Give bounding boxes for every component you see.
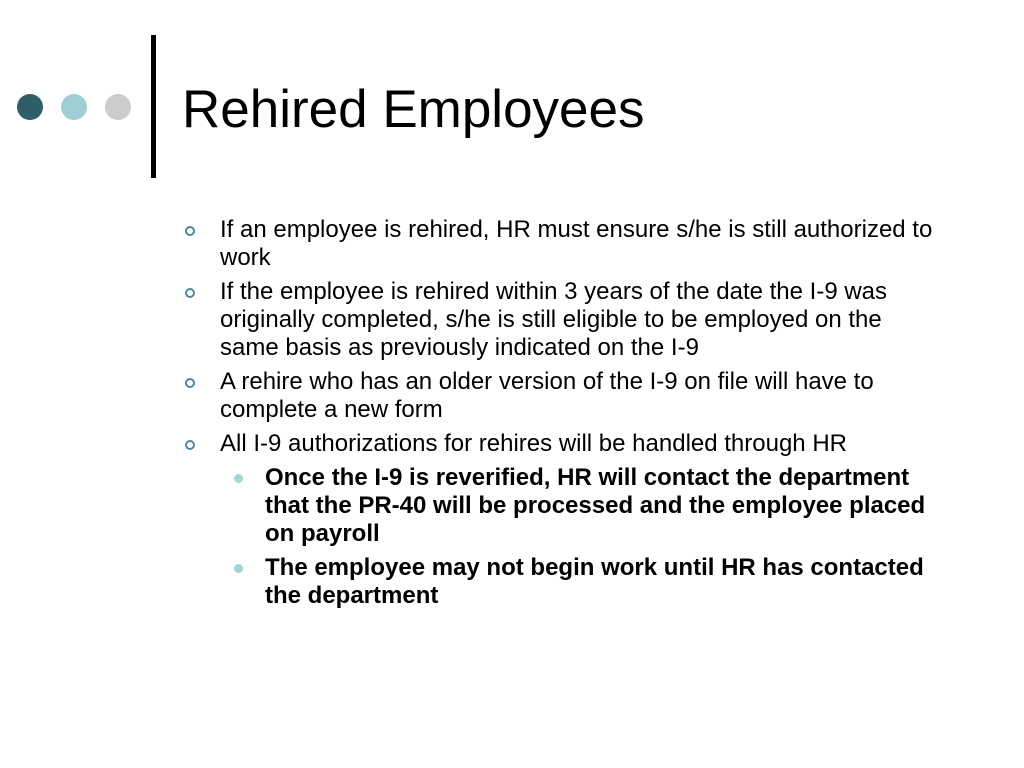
- sub-bullet-text: Once the I-9 is reverified, HR will contact the department that the PR-40 will be processed and the employee placed on payroll: [265, 464, 926, 547]
- bullet-ring-icon: [185, 440, 195, 450]
- sub-bullet-dot-icon: [234, 474, 243, 483]
- bullet-text: If an employee is rehired, HR must ensure s/he is still authorized to work: [220, 216, 933, 271]
- sub-bullet-may-not-begin: [230, 554, 944, 610]
- bullet-text: All I-9 authorizations for rehires will be handled through HR: [220, 430, 847, 457]
- bullet-item-authorized: [184, 216, 944, 272]
- bullet-text: A rehire who has an older version of the I-9 on file will have to complete a new form: [220, 368, 874, 423]
- bullet-item-older-version: [184, 368, 944, 424]
- dot-gray-icon: [105, 94, 131, 120]
- sub-bullet-dot-icon: [234, 564, 243, 573]
- sub-bullet-reverified: [230, 464, 944, 548]
- bullet-ring-icon: [185, 226, 195, 236]
- bullet-list: [184, 216, 944, 616]
- sub-bullet-text: The employee may not begin work until HR has contacted the department: [265, 554, 924, 609]
- page-title: Rehired Employees: [182, 80, 645, 139]
- dot-teal-icon: [61, 94, 87, 120]
- bullet-ring-icon: [185, 378, 195, 388]
- bullet-text: If the employee is rehired within 3 years of the date the I-9 was originally completed, s/he is still eligible to be employed on the same basis as previously indicated on the I-9: [220, 278, 888, 361]
- bullet-ring-icon: [185, 288, 195, 298]
- title-divider: [151, 35, 156, 178]
- dot-dark-icon: [17, 94, 43, 120]
- bullet-item-handled-by-hr: [184, 430, 944, 458]
- bullet-item-three-years: [184, 278, 944, 362]
